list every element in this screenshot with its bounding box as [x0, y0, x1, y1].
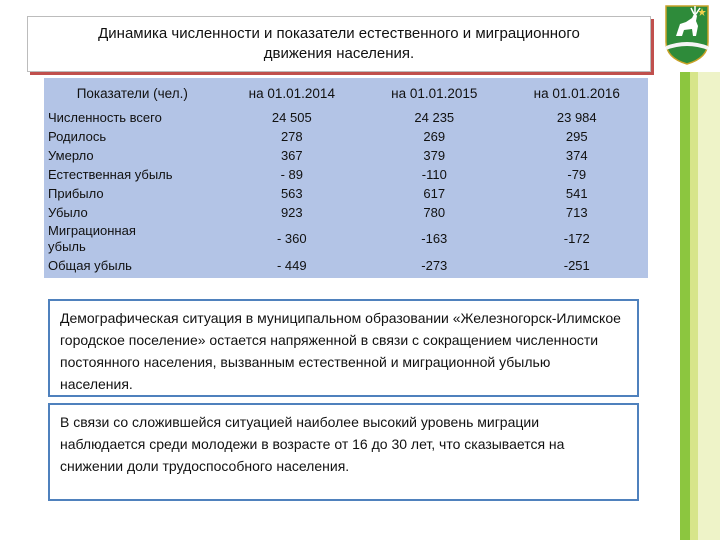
- row-label: Миграционная убыль: [48, 223, 136, 254]
- row-label: Убыло: [48, 204, 88, 220]
- table-row: [44, 165, 648, 184]
- row-label: Прибыло: [48, 185, 104, 201]
- cell-value: 713: [565, 204, 588, 220]
- cell-value: 295: [565, 128, 588, 144]
- table-row: [44, 256, 648, 275]
- table-row: [44, 184, 648, 203]
- cell-value: -251: [563, 257, 590, 273]
- cell-value: -273: [421, 257, 448, 273]
- row-label: Общая убыль: [48, 257, 132, 273]
- row-label: Численность всего: [48, 109, 162, 125]
- header-2016: на 01.01.2016: [533, 85, 620, 101]
- cell-value: 780: [423, 204, 446, 220]
- decorative-bar-green: [680, 72, 690, 540]
- header-2014: на 01.01.2014: [248, 85, 335, 101]
- coat-of-arms-icon: [662, 2, 712, 66]
- table-row: [44, 108, 648, 127]
- row-label: Естественная убыль: [48, 166, 173, 182]
- cell-value: 374: [565, 147, 588, 163]
- cell-value: 541: [565, 185, 588, 201]
- cell-value: 923: [280, 204, 303, 220]
- population-table: [44, 78, 648, 275]
- cell-value: 24 235: [414, 109, 455, 125]
- title-box: [27, 16, 651, 72]
- cell-value: 367: [280, 147, 303, 163]
- cell-value: 24 505: [271, 109, 312, 125]
- row-label: Родилось: [48, 128, 107, 144]
- cell-value: - 449: [276, 257, 307, 273]
- cell-value: 269: [423, 128, 446, 144]
- cell-value: -79: [567, 166, 587, 182]
- cell-value: -163: [421, 231, 448, 246]
- cell-value: 617: [423, 185, 446, 201]
- cell-value: -172: [563, 231, 590, 246]
- cell-value: 278: [280, 128, 303, 144]
- table-row: [44, 222, 648, 256]
- cell-value: 563: [280, 185, 303, 201]
- table-row: [44, 203, 648, 222]
- cell-value: 379: [423, 147, 446, 163]
- decorative-bar-light: [698, 72, 720, 540]
- cell-value: - 89: [280, 166, 304, 182]
- migration-text: В связи со сложившейся ситуацией наиболее высокий уровень миграции наблюдается среди молодежи в возрасте от 16 до 30 лет, что сказывается на снижении доли трудоспособного населения.: [48, 403, 639, 501]
- data-table-container: [44, 78, 648, 278]
- row-label: Умерло: [48, 147, 94, 163]
- header-indicators: Показатели (чел.): [76, 85, 188, 101]
- cell-value: - 360: [276, 231, 307, 246]
- header-2015: на 01.01.2015: [391, 85, 478, 101]
- cell-value: -110: [421, 166, 447, 182]
- demographic-situation-text: Демографическая ситуация в муниципальном образовании «Железногорск-Илимское городское поселение» остается напряженной в связи с сокращением численности постоянного населения, вызванным естественной и миграционной убылью населения.: [48, 299, 639, 397]
- cell-value: 23 984: [556, 109, 597, 125]
- decorative-bar-lime: [690, 72, 698, 540]
- table-row: [44, 146, 648, 165]
- table-header-row: [44, 78, 648, 108]
- table-row: [44, 127, 648, 146]
- page-title: Динамика численности и показатели естественного и миграционного движения населения.: [98, 25, 580, 62]
